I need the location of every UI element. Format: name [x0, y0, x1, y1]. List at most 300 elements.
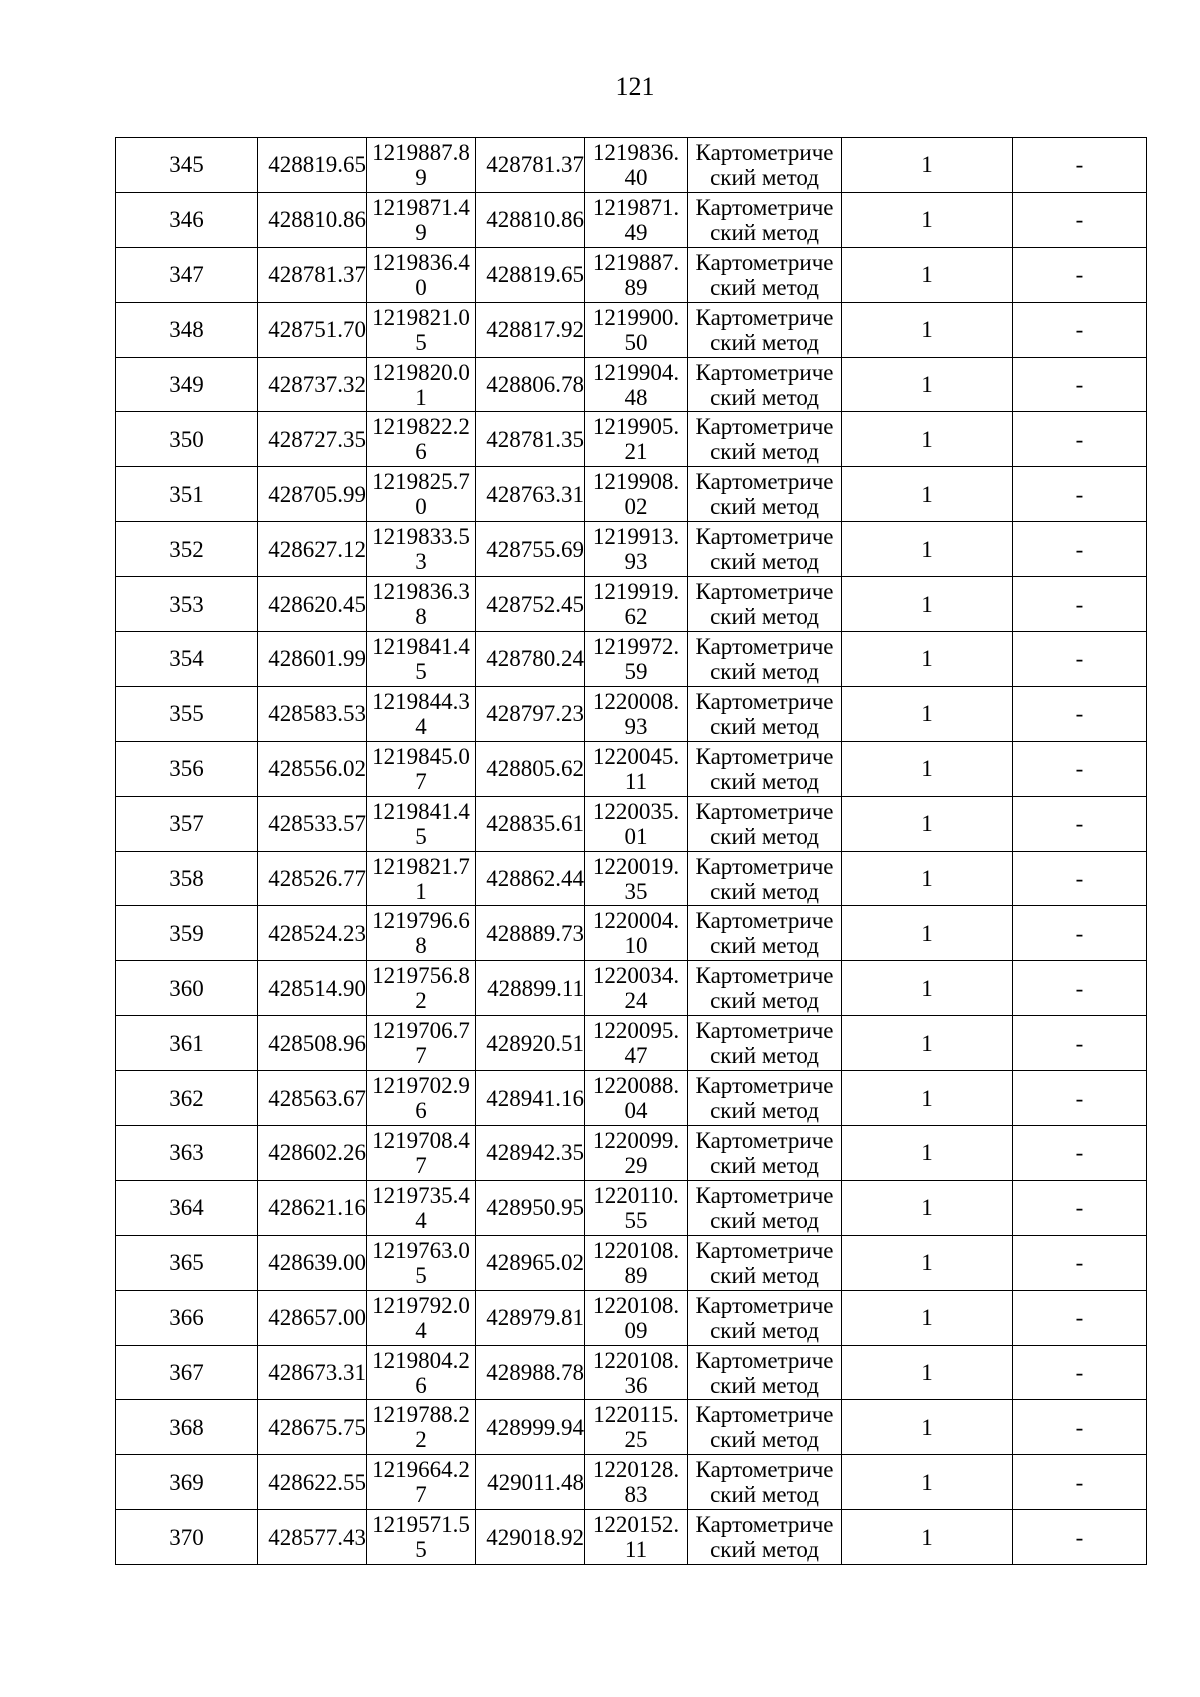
y-coordinate-new-cell-line: 29: [624, 1152, 648, 1178]
x-coordinate-cell: 428673.31: [258, 1345, 367, 1400]
x-coordinate-new-cell: 428988.78: [476, 1345, 585, 1400]
accuracy-cell: 1: [842, 686, 1013, 741]
y-coordinate-new-cell-line: 02: [624, 494, 648, 520]
note-cell: -: [1013, 1510, 1147, 1565]
y-coordinate-cell-line: 0: [415, 274, 427, 300]
note-cell: -: [1013, 247, 1147, 302]
y-coordinate-cell: [367, 1126, 476, 1181]
method-cell-line: ский метод: [710, 1537, 819, 1563]
y-coordinate-cell-line: 1219821.7: [372, 853, 470, 879]
point-number-cell: 366: [116, 1290, 258, 1345]
point-number-cell: 352: [116, 522, 258, 577]
point-number-cell: 350: [116, 412, 258, 467]
y-coordinate-new-cell-line: 40: [624, 164, 648, 190]
x-coordinate-new-cell: 428899.11: [476, 961, 585, 1016]
method-cell-line: ский метод: [710, 1262, 819, 1288]
method-cell-line: ский метод: [710, 988, 819, 1014]
y-coordinate-new-cell-line: 1220115.: [593, 1402, 679, 1428]
method-cell: [688, 1016, 842, 1071]
point-number-cell: 364: [116, 1180, 258, 1235]
x-coordinate-cell: 428563.67: [258, 1071, 367, 1126]
y-coordinate-new-cell-line: 09: [624, 1317, 648, 1343]
x-coordinate-new-cell: 428797.23: [476, 686, 585, 741]
y-coordinate-cell-line: 7: [415, 1043, 427, 1069]
y-coordinate-new-cell-line: 11: [624, 768, 648, 794]
method-cell-line: Картометриче: [695, 414, 834, 440]
y-coordinate-new-cell-line: 25: [624, 1427, 648, 1453]
y-coordinate-cell-line: 1: [415, 384, 427, 410]
y-coordinate-new-cell-line: 1220004.: [592, 908, 680, 934]
accuracy-cell: 1: [842, 906, 1013, 961]
y-coordinate-new-cell-line: 04: [624, 1098, 648, 1124]
y-coordinate-cell-line: 8: [415, 933, 427, 959]
x-coordinate-new-cell: 428889.73: [476, 906, 585, 961]
y-coordinate-new-cell-line: 62: [624, 604, 648, 630]
method-cell-line: Картометриче: [695, 688, 834, 714]
method-cell-line: Картометриче: [695, 579, 834, 605]
point-number-cell: 355: [116, 686, 258, 741]
y-coordinate-cell: [367, 1510, 476, 1565]
x-coordinate-cell: 428622.55: [258, 1455, 367, 1510]
y-coordinate-new-cell: [585, 412, 688, 467]
method-cell-line: Картометриче: [695, 963, 834, 989]
point-number-cell: 349: [116, 357, 258, 412]
y-coordinate-new-cell: [585, 632, 688, 687]
point-number-cell: 348: [116, 302, 258, 357]
y-coordinate-new-cell: [585, 1400, 688, 1455]
table-row: [116, 138, 1147, 193]
y-coordinate-new-cell-line: 1220108.: [592, 1292, 680, 1318]
method-cell: [688, 961, 842, 1016]
y-coordinate-cell-line: 1219841.4: [372, 798, 470, 824]
y-coordinate-new-cell-line: 1219905.: [592, 414, 680, 440]
accuracy-cell: 1: [842, 1400, 1013, 1455]
y-coordinate-cell-line: 1219845.0: [372, 743, 470, 769]
x-coordinate-new-cell: 428819.65: [476, 247, 585, 302]
method-cell: [688, 357, 842, 412]
y-coordinate-cell: [367, 686, 476, 741]
table-row: [116, 412, 1147, 467]
y-coordinate-cell: [367, 1016, 476, 1071]
table-row: [116, 357, 1147, 412]
method-cell-line: ский метод: [710, 1043, 819, 1069]
y-coordinate-new-cell-line: 89: [624, 1262, 648, 1288]
y-coordinate-cell-line: 7: [415, 768, 427, 794]
y-coordinate-new-cell-line: 1219908.: [592, 469, 680, 495]
table-row: [116, 1235, 1147, 1290]
y-coordinate-new-cell-line: 55: [624, 1207, 648, 1233]
y-coordinate-new-cell-line: 1219900.: [592, 304, 680, 330]
x-coordinate-cell: 428526.77: [258, 851, 367, 906]
note-cell: -: [1013, 961, 1147, 1016]
y-coordinate-cell: [367, 412, 476, 467]
y-coordinate-cell: [367, 1071, 476, 1126]
accuracy-cell: 1: [842, 192, 1013, 247]
accuracy-cell: 1: [842, 1016, 1013, 1071]
y-coordinate-new-cell: [585, 1455, 688, 1510]
method-cell-line: ский метод: [710, 1207, 819, 1233]
y-coordinate-new-cell: [585, 851, 688, 906]
y-coordinate-new-cell: [585, 577, 688, 632]
x-coordinate-new-cell: 428763.31: [476, 467, 585, 522]
y-coordinate-new-cell-line: 93: [624, 549, 648, 575]
method-cell: [688, 1510, 842, 1565]
x-coordinate-new-cell: 428835.61: [476, 796, 585, 851]
table-row: [116, 1126, 1147, 1181]
note-cell: -: [1013, 686, 1147, 741]
method-cell: [688, 851, 842, 906]
y-coordinate-new-cell: [585, 741, 688, 796]
y-coordinate-cell-line: 1219836.4: [372, 249, 470, 275]
x-coordinate-new-cell: 428781.35: [476, 412, 585, 467]
y-coordinate-cell-line: 5: [415, 329, 427, 355]
method-cell-line: Картометриче: [695, 743, 834, 769]
y-coordinate-cell-line: 1219820.0: [372, 359, 470, 385]
method-cell: [688, 1345, 842, 1400]
table-row: [116, 851, 1147, 906]
y-coordinate-new-cell-line: 1220152.: [592, 1512, 680, 1538]
accuracy-cell: 1: [842, 851, 1013, 906]
note-cell: -: [1013, 1290, 1147, 1345]
y-coordinate-cell: [367, 741, 476, 796]
point-number-cell: 345: [116, 138, 258, 193]
y-coordinate-new-cell: [585, 1290, 688, 1345]
y-coordinate-cell-line: 4: [415, 1317, 427, 1343]
method-cell: [688, 138, 842, 193]
y-coordinate-cell-line: 1219825.7: [372, 469, 470, 495]
method-cell-line: ский метод: [710, 658, 819, 684]
method-cell-line: ский метод: [710, 439, 819, 465]
y-coordinate-new-cell: [585, 1510, 688, 1565]
y-coordinate-cell-line: 2: [415, 1427, 427, 1453]
y-coordinate-cell: [367, 302, 476, 357]
y-coordinate-cell: [367, 1400, 476, 1455]
x-coordinate-cell: 428627.12: [258, 522, 367, 577]
y-coordinate-cell-line: 1219571.5: [372, 1512, 470, 1538]
x-coordinate-cell: 428657.00: [258, 1290, 367, 1345]
table-row: [116, 686, 1147, 741]
method-cell: [688, 412, 842, 467]
x-coordinate-cell: 428583.53: [258, 686, 367, 741]
method-cell-line: ский метод: [710, 1098, 819, 1124]
y-coordinate-new-cell-line: 1219836.: [592, 139, 680, 165]
x-coordinate-new-cell: 428781.37: [476, 138, 585, 193]
y-coordinate-new-cell-line: 35: [624, 878, 648, 904]
method-cell-line: Картометриче: [695, 1292, 834, 1318]
y-coordinate-new-cell-line: 10: [624, 933, 648, 959]
y-coordinate-new-cell: [585, 357, 688, 412]
method-cell-line: Картометриче: [695, 249, 834, 275]
accuracy-cell: 1: [842, 1126, 1013, 1181]
point-number-cell: 367: [116, 1345, 258, 1400]
y-coordinate-cell-line: 4: [415, 713, 427, 739]
y-coordinate-new-cell-line: 1220128.: [592, 1457, 680, 1483]
y-coordinate-cell: [367, 906, 476, 961]
y-coordinate-cell-line: 1: [415, 878, 427, 904]
note-cell: -: [1013, 906, 1147, 961]
y-coordinate-new-cell: [585, 1345, 688, 1400]
point-number-cell: 346: [116, 192, 258, 247]
note-cell: -: [1013, 467, 1147, 522]
point-number-cell: 356: [116, 741, 258, 796]
table-row: [116, 302, 1147, 357]
x-coordinate-new-cell: 428780.24: [476, 632, 585, 687]
method-cell: [688, 577, 842, 632]
method-cell-line: ский метод: [710, 604, 819, 630]
accuracy-cell: 1: [842, 577, 1013, 632]
y-coordinate-new-cell-line: 1219904.: [592, 359, 680, 385]
method-cell-line: ский метод: [710, 549, 819, 575]
y-coordinate-new-cell-line: 50: [624, 329, 648, 355]
y-coordinate-cell-line: 1219833.5: [372, 524, 470, 550]
y-coordinate-new-cell-line: 01: [624, 823, 648, 849]
method-cell-line: Картометриче: [695, 1018, 834, 1044]
y-coordinate-new-cell-line: 1220035.: [592, 798, 680, 824]
method-cell: [688, 1290, 842, 1345]
method-cell: [688, 1235, 842, 1290]
point-number-cell: 358: [116, 851, 258, 906]
y-coordinate-new-cell: [585, 1071, 688, 1126]
y-coordinate-cell-line: 6: [415, 439, 427, 465]
y-coordinate-cell-line: 1219702.9: [372, 1073, 470, 1099]
y-coordinate-cell: [367, 1345, 476, 1400]
method-cell: [688, 1455, 842, 1510]
y-coordinate-new-cell-line: 59: [624, 658, 648, 684]
y-coordinate-cell: [367, 796, 476, 851]
y-coordinate-new-cell: [585, 796, 688, 851]
x-coordinate-cell: 428533.57: [258, 796, 367, 851]
x-coordinate-new-cell: 429011.48: [476, 1455, 585, 1510]
y-coordinate-cell: [367, 632, 476, 687]
x-coordinate-cell: 428524.23: [258, 906, 367, 961]
note-cell: -: [1013, 1126, 1147, 1181]
method-cell: [688, 686, 842, 741]
point-number-cell: 363: [116, 1126, 258, 1181]
method-cell: [688, 1180, 842, 1235]
x-coordinate-new-cell: 428920.51: [476, 1016, 585, 1071]
y-coordinate-cell-line: 9: [415, 164, 427, 190]
y-coordinate-new-cell: [585, 138, 688, 193]
accuracy-cell: 1: [842, 138, 1013, 193]
point-number-cell: 362: [116, 1071, 258, 1126]
x-coordinate-cell: 428556.02: [258, 741, 367, 796]
x-coordinate-new-cell: 429018.92: [476, 1510, 585, 1565]
accuracy-cell: 1: [842, 1345, 1013, 1400]
x-coordinate-new-cell: 428806.78: [476, 357, 585, 412]
y-coordinate-new-cell: [585, 906, 688, 961]
note-cell: -: [1013, 1400, 1147, 1455]
y-coordinate-new-cell: [585, 302, 688, 357]
y-coordinate-cell: [367, 247, 476, 302]
y-coordinate-cell-line: 1219822.2: [372, 414, 470, 440]
table-row: [116, 192, 1147, 247]
note-cell: -: [1013, 1180, 1147, 1235]
y-coordinate-cell-line: 1219796.6: [372, 908, 470, 934]
y-coordinate-new-cell: [585, 192, 688, 247]
x-coordinate-cell: 428508.96: [258, 1016, 367, 1071]
y-coordinate-cell-line: 0: [415, 494, 427, 520]
method-cell-line: Картометриче: [695, 1073, 834, 1099]
point-number-cell: 360: [116, 961, 258, 1016]
x-coordinate-cell: 428705.99: [258, 467, 367, 522]
table-row: [116, 1510, 1147, 1565]
y-coordinate-new-cell: [585, 1126, 688, 1181]
y-coordinate-new-cell-line: 1220008.: [592, 688, 680, 714]
point-number-cell: 365: [116, 1235, 258, 1290]
table-row: [116, 961, 1147, 1016]
method-cell: [688, 906, 842, 961]
accuracy-cell: 1: [842, 522, 1013, 577]
method-cell-line: Картометриче: [695, 1402, 834, 1428]
method-cell-line: Картометриче: [695, 1237, 834, 1263]
note-cell: -: [1013, 138, 1147, 193]
method-cell-line: Картометриче: [695, 524, 834, 550]
y-coordinate-new-cell: [585, 467, 688, 522]
y-coordinate-cell: [367, 1455, 476, 1510]
x-coordinate-new-cell: 428817.92: [476, 302, 585, 357]
x-coordinate-cell: 428621.16: [258, 1180, 367, 1235]
y-coordinate-cell-line: 6: [415, 1372, 427, 1398]
accuracy-cell: 1: [842, 1455, 1013, 1510]
y-coordinate-cell-line: 1219706.7: [372, 1018, 470, 1044]
y-coordinate-cell-line: 2: [415, 988, 427, 1014]
note-cell: -: [1013, 577, 1147, 632]
method-cell: [688, 796, 842, 851]
x-coordinate-new-cell: 428979.81: [476, 1290, 585, 1345]
x-coordinate-new-cell: 428862.44: [476, 851, 585, 906]
x-coordinate-new-cell: 428752.45: [476, 577, 585, 632]
y-coordinate-new-cell-line: 1220099.: [592, 1127, 680, 1153]
accuracy-cell: 1: [842, 357, 1013, 412]
x-coordinate-cell: 428675.75: [258, 1400, 367, 1455]
note-cell: -: [1013, 357, 1147, 412]
table-row: [116, 1290, 1147, 1345]
method-cell-line: ский метод: [710, 713, 819, 739]
x-coordinate-cell: 428577.43: [258, 1510, 367, 1565]
table-row: [116, 467, 1147, 522]
method-cell-line: ский метод: [710, 1152, 819, 1178]
method-cell-line: ский метод: [710, 329, 819, 355]
point-number-cell: 368: [116, 1400, 258, 1455]
y-coordinate-cell-line: 1219788.2: [372, 1402, 470, 1428]
table-row: [116, 1400, 1147, 1455]
method-cell-line: Картометриче: [695, 853, 834, 879]
page-number: 121: [615, 72, 655, 101]
note-cell: -: [1013, 796, 1147, 851]
x-coordinate-new-cell: 428810.86: [476, 192, 585, 247]
y-coordinate-cell: [367, 577, 476, 632]
y-coordinate-new-cell-line: 21: [624, 439, 648, 465]
y-coordinate-cell: [367, 851, 476, 906]
method-cell-line: Картометриче: [695, 139, 834, 165]
method-cell: [688, 632, 842, 687]
y-coordinate-new-cell-line: 1220110.: [593, 1182, 679, 1208]
note-cell: -: [1013, 192, 1147, 247]
y-coordinate-new-cell: [585, 1235, 688, 1290]
method-cell: [688, 302, 842, 357]
table-row: [116, 247, 1147, 302]
y-coordinate-cell-line: 1219821.0: [372, 304, 470, 330]
y-coordinate-new-cell: [585, 961, 688, 1016]
note-cell: -: [1013, 1071, 1147, 1126]
y-coordinate-cell-line: 4: [415, 1207, 427, 1233]
y-coordinate-new-cell-line: 1220045.: [592, 743, 680, 769]
point-number-cell: 359: [116, 906, 258, 961]
method-cell: [688, 1126, 842, 1181]
x-coordinate-new-cell: 428965.02: [476, 1235, 585, 1290]
accuracy-cell: 1: [842, 1510, 1013, 1565]
table-row: [116, 632, 1147, 687]
y-coordinate-new-cell-line: 89: [624, 274, 648, 300]
x-coordinate-cell: 428639.00: [258, 1235, 367, 1290]
method-cell-line: ский метод: [710, 933, 819, 959]
y-coordinate-cell-line: 1219756.8: [372, 963, 470, 989]
method-cell: [688, 467, 842, 522]
y-coordinate-cell-line: 6: [415, 1098, 427, 1124]
note-cell: -: [1013, 1016, 1147, 1071]
x-coordinate-cell: 428514.90: [258, 961, 367, 1016]
method-cell-line: Картометриче: [695, 633, 834, 659]
point-number-cell: 354: [116, 632, 258, 687]
y-coordinate-cell-line: 1219664.2: [372, 1457, 470, 1483]
y-coordinate-cell-line: 1219735.4: [372, 1182, 470, 1208]
y-coordinate-new-cell-line: 47: [624, 1043, 648, 1069]
y-coordinate-new-cell-line: 48: [624, 384, 648, 410]
y-coordinate-cell-line: 3: [415, 549, 427, 575]
table-row: [116, 741, 1147, 796]
note-cell: -: [1013, 741, 1147, 796]
y-coordinate-new-cell-line: 24: [624, 988, 648, 1014]
note-cell: -: [1013, 851, 1147, 906]
note-cell: -: [1013, 632, 1147, 687]
table-body: [116, 138, 1147, 1565]
method-cell-line: ский метод: [710, 219, 819, 245]
method-cell-line: ский метод: [710, 823, 819, 849]
method-cell-line: Картометриче: [695, 304, 834, 330]
y-coordinate-cell-line: 5: [415, 1262, 427, 1288]
method-cell-line: ский метод: [710, 768, 819, 794]
x-coordinate-cell: 428810.86: [258, 192, 367, 247]
method-cell: [688, 522, 842, 577]
accuracy-cell: 1: [842, 796, 1013, 851]
accuracy-cell: 1: [842, 1290, 1013, 1345]
y-coordinate-new-cell-line: 1219913.: [592, 524, 680, 550]
method-cell: [688, 192, 842, 247]
table-row: [116, 1345, 1147, 1400]
y-coordinate-cell-line: 7: [415, 1482, 427, 1508]
y-coordinate-new-cell: [585, 1180, 688, 1235]
y-coordinate-new-cell: [585, 686, 688, 741]
method-cell-line: Картометриче: [695, 1347, 834, 1373]
accuracy-cell: 1: [842, 467, 1013, 522]
y-coordinate-new-cell-line: 1220019.: [592, 853, 680, 879]
point-number-cell: 357: [116, 796, 258, 851]
point-number-cell: 361: [116, 1016, 258, 1071]
table-row: [116, 577, 1147, 632]
accuracy-cell: 1: [842, 741, 1013, 796]
y-coordinate-cell: [367, 192, 476, 247]
y-coordinate-new-cell-line: 83: [624, 1482, 648, 1508]
y-coordinate-cell: [367, 1180, 476, 1235]
table-row: [116, 906, 1147, 961]
method-cell: [688, 1400, 842, 1455]
method-cell-line: ский метод: [710, 384, 819, 410]
point-number-cell: 351: [116, 467, 258, 522]
y-coordinate-cell: [367, 1290, 476, 1345]
y-coordinate-new-cell-line: 1219972.: [592, 633, 680, 659]
method-cell-line: ский метод: [710, 274, 819, 300]
y-coordinate-new-cell-line: 1220095.: [592, 1018, 680, 1044]
